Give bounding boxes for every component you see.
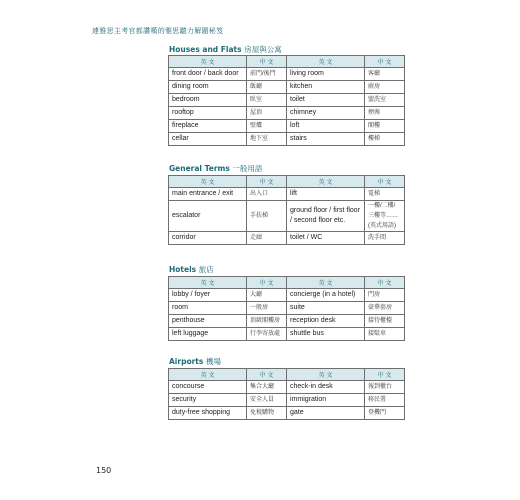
page-number: 150 (96, 466, 112, 475)
header-chinese: 中 文 (365, 176, 405, 188)
table-general-terms (168, 175, 405, 245)
table-row (169, 201, 405, 232)
table-row (169, 81, 405, 94)
term-english: living room (287, 68, 365, 81)
section-title-general-terms (169, 163, 262, 174)
section-title-houses (169, 44, 282, 55)
term-english: front door / back door (169, 68, 247, 81)
table-row (169, 120, 405, 133)
table-row (169, 289, 405, 302)
header-chinese: 中 文 (247, 369, 287, 381)
term-chinese: 廚房 (365, 81, 405, 94)
term-english: escalator (169, 201, 247, 232)
term-english: loft (287, 120, 365, 133)
term-chinese: 樓梯 (365, 133, 405, 146)
header-chinese: 中 文 (365, 369, 405, 381)
table-houses (168, 55, 405, 146)
header-chinese: 中 文 (365, 56, 405, 68)
term-english: security (169, 394, 247, 407)
term-english: immigration (287, 394, 365, 407)
section-title-en: Houses and Flats (169, 45, 242, 54)
table-row (169, 133, 405, 146)
table-header-row (169, 176, 405, 188)
table-row (169, 381, 405, 394)
table-row (169, 232, 405, 245)
term-english: duty-free shopping (169, 407, 247, 420)
term-chinese: 移民署 (365, 394, 405, 407)
term-chinese: 豪華套房 (365, 302, 405, 315)
term-chinese: 閣樓 (365, 120, 405, 133)
section-title-zh: 機場 (205, 357, 221, 366)
section-title-zh: 旅店 (198, 265, 214, 274)
term-chinese: 一般房 (247, 302, 287, 315)
term-english: check-in desk (287, 381, 365, 394)
term-chinese: 頂級閣樓房 (247, 315, 287, 328)
header-english: 英 文 (287, 369, 365, 381)
term-english: concierge (in a hotel) (287, 289, 365, 302)
term-english: room (169, 302, 247, 315)
section-title-hotels (169, 264, 214, 275)
section-title-airports (169, 356, 221, 367)
term-english: lift (287, 188, 365, 201)
term-english: reception desk (287, 315, 365, 328)
running-head: 連雅思主考官都讚嘆的雅思聽力解題秘笈 (92, 27, 224, 35)
term-chinese: 走廊 (247, 232, 287, 245)
term-chinese: 出入口 (247, 188, 287, 201)
term-english: dining room (169, 81, 247, 94)
table-header-row (169, 56, 405, 68)
term-chinese: 報到櫃台 (365, 381, 405, 394)
header-english: 英 文 (169, 369, 247, 381)
term-chinese: 電梯 (365, 188, 405, 201)
section-title-en: General Terms (169, 164, 230, 173)
table-row (169, 68, 405, 81)
term-english: ground floor / first floor / second floor etc. (287, 201, 365, 232)
term-english: corridor (169, 232, 247, 245)
term-chinese: 煙囪 (365, 107, 405, 120)
table-row (169, 407, 405, 420)
term-english: gate (287, 407, 365, 420)
term-english: stairs (287, 133, 365, 146)
header-chinese: 中 文 (247, 176, 287, 188)
table-row (169, 94, 405, 107)
term-english: left luggage (169, 328, 247, 341)
table-row (169, 188, 405, 201)
table-header-row (169, 369, 405, 381)
table-header-row (169, 277, 405, 289)
term-english: shuttle bus (287, 328, 365, 341)
term-english: bedroom (169, 94, 247, 107)
section-title-en: Airports (169, 357, 204, 366)
term-chinese: 接待櫃檯 (365, 315, 405, 328)
table-row (169, 302, 405, 315)
term-chinese: 一樓/二樓/三樓等……(英式用語) (365, 201, 405, 232)
header-english: 英 文 (169, 56, 247, 68)
header-chinese: 中 文 (247, 56, 287, 68)
table-row (169, 328, 405, 341)
term-chinese: 門房 (365, 289, 405, 302)
term-chinese: 集合大廳 (247, 381, 287, 394)
table-hotels (168, 276, 405, 341)
term-chinese: 壁爐 (247, 120, 287, 133)
term-english: suite (287, 302, 365, 315)
term-english: penthouse (169, 315, 247, 328)
term-chinese: 行李寄放處 (247, 328, 287, 341)
term-english: toilet / WC (287, 232, 365, 245)
section-title-zh: 一般用語 (232, 164, 263, 173)
term-english: lobby / foyer (169, 289, 247, 302)
table-row (169, 394, 405, 407)
table-row (169, 107, 405, 120)
section-title-zh: 房屋與公寓 (244, 45, 282, 54)
table-airports (168, 368, 405, 420)
term-chinese: 大廳 (247, 289, 287, 302)
header-english: 英 文 (287, 176, 365, 188)
section-title-en: Hotels (169, 265, 197, 274)
header-english: 英 文 (169, 176, 247, 188)
term-chinese: 洗手間 (365, 232, 405, 245)
term-chinese: 臥室 (247, 94, 287, 107)
table-row (169, 315, 405, 328)
term-chinese: 安全人員 (247, 394, 287, 407)
term-english: cellar (169, 133, 247, 146)
term-chinese: 接駁車 (365, 328, 405, 341)
term-english: rooftop (169, 107, 247, 120)
header-english: 英 文 (287, 56, 365, 68)
term-chinese: 飯廳 (247, 81, 287, 94)
term-chinese: 客廳 (365, 68, 405, 81)
header-english: 英 文 (287, 277, 365, 289)
term-english: toilet (287, 94, 365, 107)
term-english: chimney (287, 107, 365, 120)
header-chinese: 中 文 (365, 277, 405, 289)
term-chinese: 免稅購物 (247, 407, 287, 420)
term-english: fireplace (169, 120, 247, 133)
term-chinese: 登機門 (365, 407, 405, 420)
term-english: main entrance / exit (169, 188, 247, 201)
term-chinese: 手扶梯 (247, 201, 287, 232)
term-chinese: 屋頂 (247, 107, 287, 120)
term-chinese: 地下室 (247, 133, 287, 146)
term-chinese: 盥洗室 (365, 94, 405, 107)
term-english: concourse (169, 381, 247, 394)
term-english: kitchen (287, 81, 365, 94)
header-chinese: 中 文 (247, 277, 287, 289)
term-chinese: 前門/後門 (247, 68, 287, 81)
header-english: 英 文 (169, 277, 247, 289)
